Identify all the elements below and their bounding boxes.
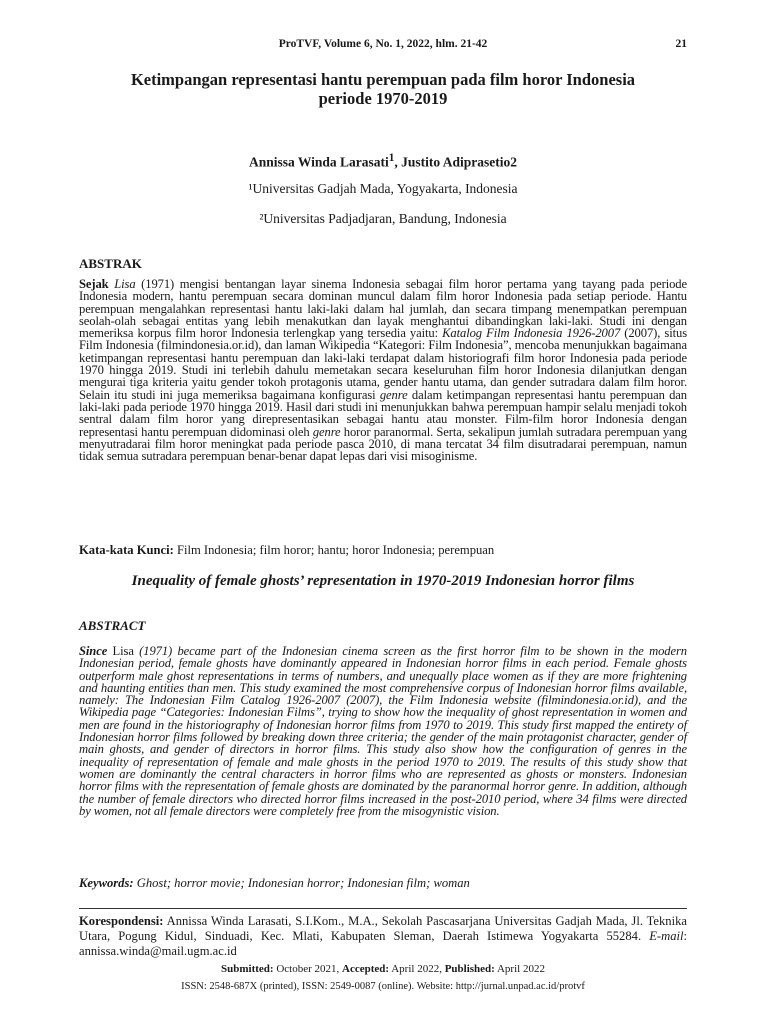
kata-kunci [79,543,687,558]
keywords [79,876,687,891]
author-2-affiliation-mark: 2 [510,154,518,170]
abstract-body [79,645,687,817]
title-line-2: periode 1970-2019 [318,89,448,108]
correspondence [79,914,687,959]
issn-line: ISSN: 2548-687X (printed), ISSN: 2549-0087 (online). Website: http://jurnal.unpad.ac.id/protvf [181,981,585,992]
author-1-affiliation-mark: 1 [388,152,395,164]
abstrak-genre-term: genre [379,387,408,402]
correspondence-text: Annissa Winda Larasati, S.I.Kom., M.A., Sekolah Pascasarjana Universitas Gadjah Mada, Jl. Teknika Utara, Pogung Kidul, Sinduadi, Kec. Mlati, Kabupaten Sleman, Daerah Istimewa Yogyakarta 55284. [79,914,687,943]
published-label: Published: [444,963,495,975]
abstrak-lead: Sejak [79,277,109,291]
correspondence-label: Korespondensi: [79,914,164,928]
keywords-text: Ghost; horror movie; Indonesian horror; Indonesian film; woman [133,876,470,890]
abstract-heading: ABSTRACT [79,618,146,633]
abstrak-catalog-title: Katalog Film Indonesia 1926-2007 [442,326,621,341]
accepted-label: Accepted: [342,963,390,975]
abstrak-text-2: (2007), situs Film Indonesia (filmindonesia.or.id), dan laman Wikipedia “Kategori: Film Indonesia”, mencoba menunjukkan bagaimana ketimpangan representasi hantu perempuan dan laki-laki terdapat dalam historiografi film horor Indonesia pada periode 1970 hingga 2019. Studi ini terlebih dahulu memetakan secara keseluruhan film horor Indonesia dilanjutkan dengan mengurai tiga kriteria yaitu gender tokoh protagonis utama, gender hantu utama, dan gender sutradara dalam film horor. Selain itu studi ini juga memeriksa bagaimana konfigurasi [79,326,687,402]
email-address: : annissa.winda@mail.ugm.ac.id [79,929,687,958]
abstrak-body [79,278,687,462]
abstrak-heading: ABSTRAK [79,256,142,271]
english-title: Inequality of female ghosts’ representation in 1970-2019 Indonesian horror films [131,573,635,589]
author-2: Justito Adiprasetio [401,154,511,170]
author-separator: , [394,154,402,170]
footer-divider [79,908,687,909]
running-head [79,38,687,50]
abstract-text: (1971) became part of the Indonesian cinema screen as the first horror film to be shown in the modern Indonesian period, female ghosts have dominantly appeared in Indonesian horror films in each period. Female ghosts outperform male ghost representations in terms of numbers, and unequally place women as if they are more frightening and haunting entities than men. This study examined the most comprehensive corpus of Indonesian horror films available, namely: The Indonesian Film Catalog 1926-2007 (2007), the Film Indonesia website (filmindonesia.or.id), and the Wikipedia page “Categories: Indonesian Films”, trying to show how the inequality of ghost representation in women and men are found in the historiography of Indonesian horror films from 1970 to 2019. This study first mapped the entirety of Indonesian horror films followed by breaking down three criteria; the gender of the main protagonist character, gender of main ghosts, and gender of directors in horror films. This study also show how the configuration of genres in the inequality of representation of female and male ghosts in the period 1970 to 2019. The results of this study show that women are dominantly the central characters in horror films who are represented as ghosts or monsters. Indonesian horror films with the representation of female ghosts are dominated by the paranormal horror genre. In addition, although the number of female directors who directed horror films increased in the post-2010 period, where 34 films were directed by women, not all female directors were completely free from the misogynistic vision. [79,644,687,818]
kata-kunci-label: Kata-kata Kunci: [79,543,174,557]
paper-title [79,70,687,108]
accepted-date: April 2022, [389,963,445,975]
submitted-label: Submitted: [221,963,274,975]
author-list [79,152,687,171]
abstrak-text-1: (1971) mengisi bentangan layar sinema Indonesia sebagai film horor pertama yang tayang pada periode Indonesia modern, hantu perempuan secara dominan muncul dalam film horor Indonesia pada setiap periode. Hantu perempuan mengalahkan representasi hantu laki-laki dalam hal jumlah, dan secara timpang menempatkan perempuan seolah-olah sebagai entitas yang lebih menakutkan dan layak menghantui dibandingkan laki-laki. Studi ini dengan memeriksa korpus film horor Indonesia terlengkap yang tersedia yaitu: [79,277,687,341]
submitted-date: October 2021, [273,963,343,975]
abstract-film-title: Lisa [107,644,134,658]
abstrak-genre-term-2: genre [312,424,341,439]
page-number: 21 [675,38,687,50]
abstrak-text-3: dalam ketimpangan representasi hantu perempuan dan laki-laki pada periode 1970 hingga 2019. Hasil dari studi ini menunjukkan bahwa perempuan hampir selalu menjadi tokoh sentral dalam film horor yang direpresentasikan sebagai hantu atau monster. Film-film horor Indonesia dengan representasi hantu perempuan didominasi oleh [79,387,687,439]
keywords-label: Keywords: [79,876,134,890]
abstrak-film-title: Lisa [114,277,136,291]
published-date: April 2022 [494,963,545,975]
abstrak-text-4: horor paranormal. Serta, sekalipun jumlah sutradara perempuan yang menyutradarai film horor meningkat pada periode pasca 2010, di mana tercatat 34 film disutradarai perempuan, namun tidak semua sutradara perempuan benar-benar dapat lepas dari visi misoginisme. [79,424,687,464]
email-label: E-mail [649,929,684,943]
submission-dates [79,963,687,975]
author-1: Annissa Winda Larasati [248,154,389,170]
kata-kunci-text: Film Indonesia; film horor; hantu; horor Indonesia; perempuan [173,543,495,557]
abstract-lead: Since [79,644,108,658]
affiliation-1: ¹Universitas Gadjah Mada, Yogyakarta, Indonesia [248,181,518,196]
journal-citation: ProTVF, Volume 6, No. 1, 2022, hlm. 21-42 [278,38,488,50]
affiliation-2: ²Universitas Padjadjaran, Bandung, Indonesia [259,211,507,226]
title-line-1: Ketimpangan representasi hantu perempuan pada film horor Indonesia [130,70,636,89]
